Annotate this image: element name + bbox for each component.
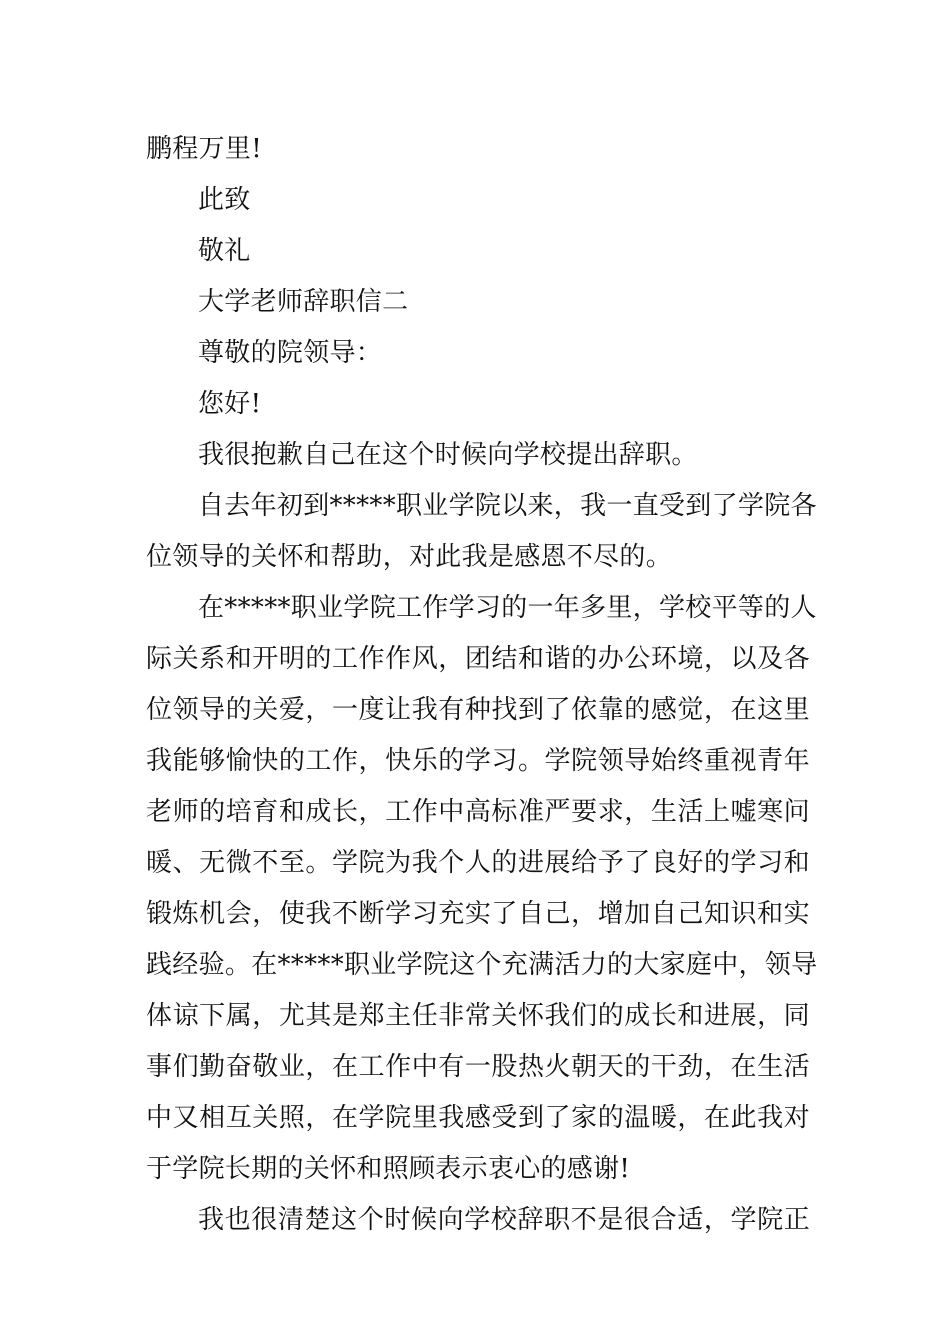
text-line: 暖、无微不至。学院为我个人的进展给予了良好的学习和	[146, 848, 810, 878]
text-line: 我很抱歉自己在这个时候向学校提出辞职。	[198, 440, 698, 470]
text-line: 锻炼机会，使我不断学习充实了自己，增加自己知识和实	[146, 899, 810, 929]
text-line: 际关系和开明的工作作风，团结和谐的办公环境，以及各	[146, 644, 810, 674]
text-line: 位领导的关爱，一度让我有种找到了依靠的感觉，在这里	[146, 695, 810, 725]
text-line: 我也很清楚这个时候向学校辞职不是很合适，学院正	[198, 1205, 810, 1235]
text-line: 在*****职业学院工作学习的一年多里，学校平等的人	[198, 593, 817, 623]
text-line: 体谅下属，尤其是郑主任非常关怀我们的成长和进展，同	[146, 1001, 810, 1031]
salutation: 尊敬的院领导：	[198, 338, 383, 368]
text-line: 自去年初到*****职业学院以来，我一直受到了学院各	[198, 491, 817, 521]
greeting: 您好!	[198, 389, 262, 419]
letter-body	[146, 124, 818, 1246]
text-line: 此致	[198, 185, 251, 215]
text-line: 践经验。在*****职业学院这个充满活力的大家庭中，领导	[146, 950, 818, 980]
text-line: 中又相互关照，在学院里我感受到了家的温暖，在此我对	[146, 1103, 810, 1133]
text-line: 于学院长期的关怀和照顾表示衷心的感谢!	[146, 1154, 631, 1184]
text-line: 事们勤奋敬业，在工作中有一股热火朝天的干劲，在生活	[146, 1052, 810, 1082]
text-line: 我能够愉快的工作，快乐的学习。学院领导始终重视青年	[146, 746, 810, 776]
text-line: 老师的培育和成长，工作中高标准严要求，生活上嘘寒问	[146, 797, 810, 827]
text-line: 位领导的关怀和帮助，对此我是感恩不尽的。	[146, 542, 673, 572]
letter-title: 大学老师辞职信二	[198, 287, 409, 317]
text-line: 敬礼	[198, 236, 251, 266]
text-line: 鹏程万里!	[146, 134, 262, 164]
